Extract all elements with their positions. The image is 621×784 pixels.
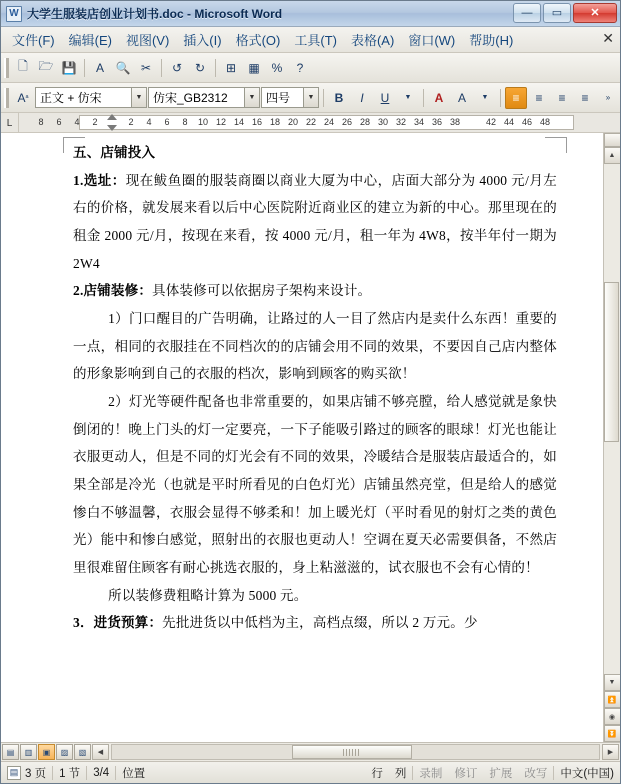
- font-combo[interactable]: [148, 87, 260, 108]
- split-window-handle[interactable]: [604, 133, 621, 147]
- more-buttons-icon[interactable]: »: [605, 93, 611, 102]
- close-document-button[interactable]: ✕: [602, 30, 614, 46]
- toolbar-separator: [215, 59, 216, 77]
- style-combo[interactable]: [35, 87, 147, 108]
- paragraph-text: 先批进货以中低档为主，高档点缀，所以 2 万元。少: [162, 615, 478, 631]
- font-size-value: 四号: [266, 91, 291, 105]
- page-number-label: 3 页: [25, 767, 47, 780]
- language-indicator[interactable]: 中文(中国): [560, 767, 614, 780]
- align-left-button[interactable]: ≡: [535, 90, 543, 105]
- scroll-right-button[interactable]: ▶: [602, 744, 619, 760]
- line-indicator: 行: [371, 767, 383, 780]
- print-layout-view-button[interactable]: ▣: [38, 744, 55, 760]
- font-color-button[interactable]: A: [434, 90, 444, 105]
- word-document-icon: [6, 6, 22, 22]
- menu-insert[interactable]: 插入(I): [183, 33, 222, 48]
- chevron-down-icon[interactable]: ▼: [244, 88, 259, 107]
- ruler-tick: 28: [359, 117, 371, 127]
- ruler-tick: 24: [323, 117, 335, 127]
- title-bar: [1, 1, 620, 27]
- paragraph-label: 1.选址：: [73, 172, 126, 188]
- horizontal-ruler[interactable]: [1, 113, 620, 133]
- horizontal-scroll-bar: [1, 742, 620, 761]
- ruler-tick: 18: [269, 117, 281, 127]
- horizontal-scroll-thumb[interactable]: [292, 745, 412, 759]
- toolbar-separator: [423, 89, 424, 107]
- redo-button[interactable]: ↻: [194, 60, 206, 75]
- maximize-button[interactable]: ▭: [543, 3, 571, 23]
- menu-view[interactable]: 视图(V): [125, 33, 170, 48]
- cut-button[interactable]: ✂: [140, 60, 152, 75]
- paragraph-location: [73, 167, 557, 278]
- open-button[interactable]: 🗁: [38, 59, 54, 73]
- toolbar-grip[interactable]: [4, 58, 9, 78]
- next-page-button[interactable]: ⏬: [604, 725, 621, 742]
- undo-button[interactable]: ↺: [171, 60, 183, 75]
- style-value: 正文 + 仿宋: [40, 91, 102, 105]
- paragraph-item-2: 2）灯光等硬件配备也非常重要的，如果店铺不够亮膛，给人感觉就是象快倒闭的！晚上门头的灯一定要亮，一下子能吸引路过的顾客的眼球！灯光也能让衣服更动人，但是不同的灯光会有不同的效果，冷暖结合是服装店最适合的，如果全部是冷光（也就是平时所看见的白色灯光）店铺虽然亮堂，但是给人的感觉惨白不够温馨，衣服会显得不够柔和！加上暖光灯（平时看见的射灯之类的黄色光）能中和惨白感觉，照射出的衣服也更动人！空调在夏天必需要俱备，不然店里很难留住顾客有耐心挑选衣服的，身上粘滋滋的，试衣服也不会有心情的！: [73, 394, 557, 576]
- paragraph-label: 2.店铺装修：: [73, 283, 153, 299]
- menu-tools[interactable]: 工具(T): [294, 33, 337, 48]
- vertical-scroll-thumb[interactable]: [604, 282, 619, 442]
- align-right-button[interactable]: ≡: [581, 90, 589, 105]
- page-icon: ▤: [7, 766, 21, 780]
- ruler-tick: 34: [413, 117, 425, 127]
- window-controls: [513, 3, 617, 23]
- menu-edit[interactable]: 编辑(E): [68, 33, 112, 48]
- standard-toolbar: [1, 53, 620, 83]
- ruler-tick: 36: [431, 117, 443, 127]
- menu-help[interactable]: 帮助(H): [469, 33, 514, 48]
- page-scroll-region: [1, 133, 603, 742]
- insert-table-button[interactable]: ⊞: [225, 60, 237, 75]
- formatting-toolbar: [1, 83, 620, 113]
- style-icon: A ᵃ: [17, 90, 29, 105]
- paragraph-purchase-budget: [73, 609, 557, 637]
- ruler-tick: 26: [341, 117, 353, 127]
- toolbar-separator: [161, 59, 162, 77]
- ruler-tick: 46: [521, 117, 533, 127]
- format-brush-button[interactable]: A: [95, 60, 104, 75]
- underline-button[interactable]: U: [380, 90, 390, 105]
- select-browse-object-button[interactable]: ◉: [604, 708, 621, 725]
- toolbar-separator: [84, 59, 85, 77]
- margin-corner-top-left: [63, 137, 85, 153]
- menu-table[interactable]: 表格(A): [350, 33, 395, 48]
- ruler-tick: 4: [74, 117, 80, 127]
- window-title: 大学生服装店创业计划书.doc - Microsoft Word: [27, 7, 283, 21]
- toolbar-separator: [323, 89, 324, 107]
- align-justify-button[interactable]: ≡: [505, 87, 527, 109]
- font-size-combo[interactable]: [261, 87, 319, 108]
- zoom-button[interactable]: %: [271, 60, 283, 75]
- overtype-indicator[interactable]: 改写: [524, 767, 548, 780]
- ruler-tick: 16: [251, 117, 263, 127]
- font-value: 仿宋_GB2312: [153, 91, 228, 105]
- status-spacer: [151, 762, 365, 784]
- highlight-button[interactable]: A: [457, 90, 466, 105]
- highlight-dropdown-icon[interactable]: ▼: [481, 94, 489, 101]
- track-changes-indicator[interactable]: 修订: [454, 767, 478, 780]
- paragraph-label: 3．进货预算：: [73, 615, 163, 631]
- close-button[interactable]: ✕: [573, 3, 617, 23]
- print-preview-button[interactable]: 🔍: [115, 60, 131, 75]
- web-layout-view-button[interactable]: ▥: [20, 744, 37, 760]
- underline-dropdown-icon[interactable]: ▼: [404, 94, 412, 101]
- italic-button[interactable]: I: [360, 90, 364, 105]
- menu-bar: [1, 27, 620, 53]
- ruler-tick: 44: [503, 117, 515, 127]
- ruler-tick: 30: [377, 117, 389, 127]
- ruler-tick: 22: [305, 117, 317, 127]
- paragraph-text: 现在鲅鱼圈的服装商圈以商业大厦为中心，店面大部分为 4000 元/月左右的价格，就发展来看以后中心医院附近商业区的建立为新的中心。那里现在的租金 2000 元/月，按现在来看，按 4000 元/月，租一年为 4W8，按半年付一期为 2W4: [73, 172, 558, 271]
- ruler-tick: 6: [56, 117, 62, 127]
- tab-selector-button[interactable]: L: [1, 113, 19, 133]
- scroll-up-button[interactable]: ▲: [604, 147, 621, 164]
- extend-selection-indicator[interactable]: 扩展: [489, 767, 513, 780]
- ruler-tick: 48: [539, 117, 551, 127]
- record-macro-indicator[interactable]: 录制: [419, 767, 443, 780]
- ruler-tick: 14: [233, 117, 245, 127]
- ruler-tick: 2: [128, 117, 134, 127]
- vertical-scrollbar[interactable]: [603, 133, 620, 742]
- toolbar-grip[interactable]: [4, 88, 9, 108]
- new-document-button[interactable]: 🗋: [18, 59, 28, 73]
- ruler-tick: 38: [449, 117, 461, 127]
- margin-corner-top-right: [545, 137, 567, 153]
- document-text[interactable]: [73, 139, 557, 637]
- document-area: [1, 133, 620, 742]
- previous-page-button[interactable]: ⏫: [604, 691, 621, 708]
- menu-window[interactable]: 窗口(W): [408, 33, 456, 48]
- status-bar: [1, 761, 620, 783]
- align-center-button[interactable]: ≡: [558, 90, 566, 105]
- ruler-tick: 12: [215, 117, 227, 127]
- ruler-tick: 8: [38, 117, 44, 127]
- scroll-down-button[interactable]: ▼: [604, 674, 621, 691]
- page-indicator: [1, 762, 52, 784]
- column-indicator: 列: [394, 767, 407, 780]
- chevron-down-icon[interactable]: ▼: [303, 88, 318, 107]
- paragraph-heading: 五、店铺投入: [73, 145, 156, 160]
- help-button[interactable]: ?: [296, 60, 304, 75]
- save-button[interactable]: 💾: [61, 60, 77, 75]
- outline-view-button[interactable]: ▨: [56, 744, 73, 760]
- ruler-tick: 8: [182, 117, 188, 127]
- ruler-tick: 4: [146, 117, 152, 127]
- paragraph-item-1: 1）门口醒目的广告明确，让路过的人一目了然店内是卖什么东西！重要的一点，相同的衣服挂在不同档次的的店铺会用不同的效果，不要因自己店内整体的形象影响到自己的衣服的档次，影响到顾客的购买欲！: [73, 311, 557, 382]
- minimize-button[interactable]: —: [513, 3, 541, 23]
- position-indicator: 位置: [122, 767, 146, 780]
- ruler-strip[interactable]: [19, 113, 620, 133]
- columns-button[interactable]: ▦: [248, 60, 260, 75]
- section-indicator: 1 节: [59, 767, 81, 780]
- ruler-tick: 20: [287, 117, 299, 127]
- vertical-scroll-track[interactable]: [604, 164, 621, 674]
- reading-view-button[interactable]: ▧: [74, 744, 91, 760]
- ruler-tick: 10: [197, 117, 209, 127]
- menu-format[interactable]: 格式(O): [235, 33, 281, 48]
- bold-button[interactable]: B: [334, 90, 344, 105]
- ruler-tick: 6: [164, 117, 170, 127]
- hanging-indent-marker[interactable]: [107, 125, 117, 131]
- normal-view-button[interactable]: ▤: [2, 744, 19, 760]
- chevron-down-icon[interactable]: ▼: [131, 88, 146, 107]
- toolbar-separator: [500, 89, 501, 107]
- ruler-tick: 2: [92, 117, 98, 127]
- paragraph-text: 具体装修可以依据房子架构来设计。: [152, 283, 372, 299]
- ruler-tick: 42: [485, 117, 497, 127]
- first-line-indent-marker[interactable]: [107, 114, 117, 120]
- page-of-total: 3/4: [93, 766, 110, 779]
- paragraph-decoration: [73, 277, 557, 305]
- paragraph-decoration-cost: 所以装修费粗略计算为 5000 元。: [108, 587, 308, 603]
- scroll-left-button[interactable]: ◀: [92, 744, 109, 760]
- document-page[interactable]: [1, 133, 603, 742]
- horizontal-scroll-track[interactable]: [111, 744, 600, 760]
- menu-file[interactable]: 文件(F): [12, 33, 55, 48]
- ruler-tick: 32: [395, 117, 407, 127]
